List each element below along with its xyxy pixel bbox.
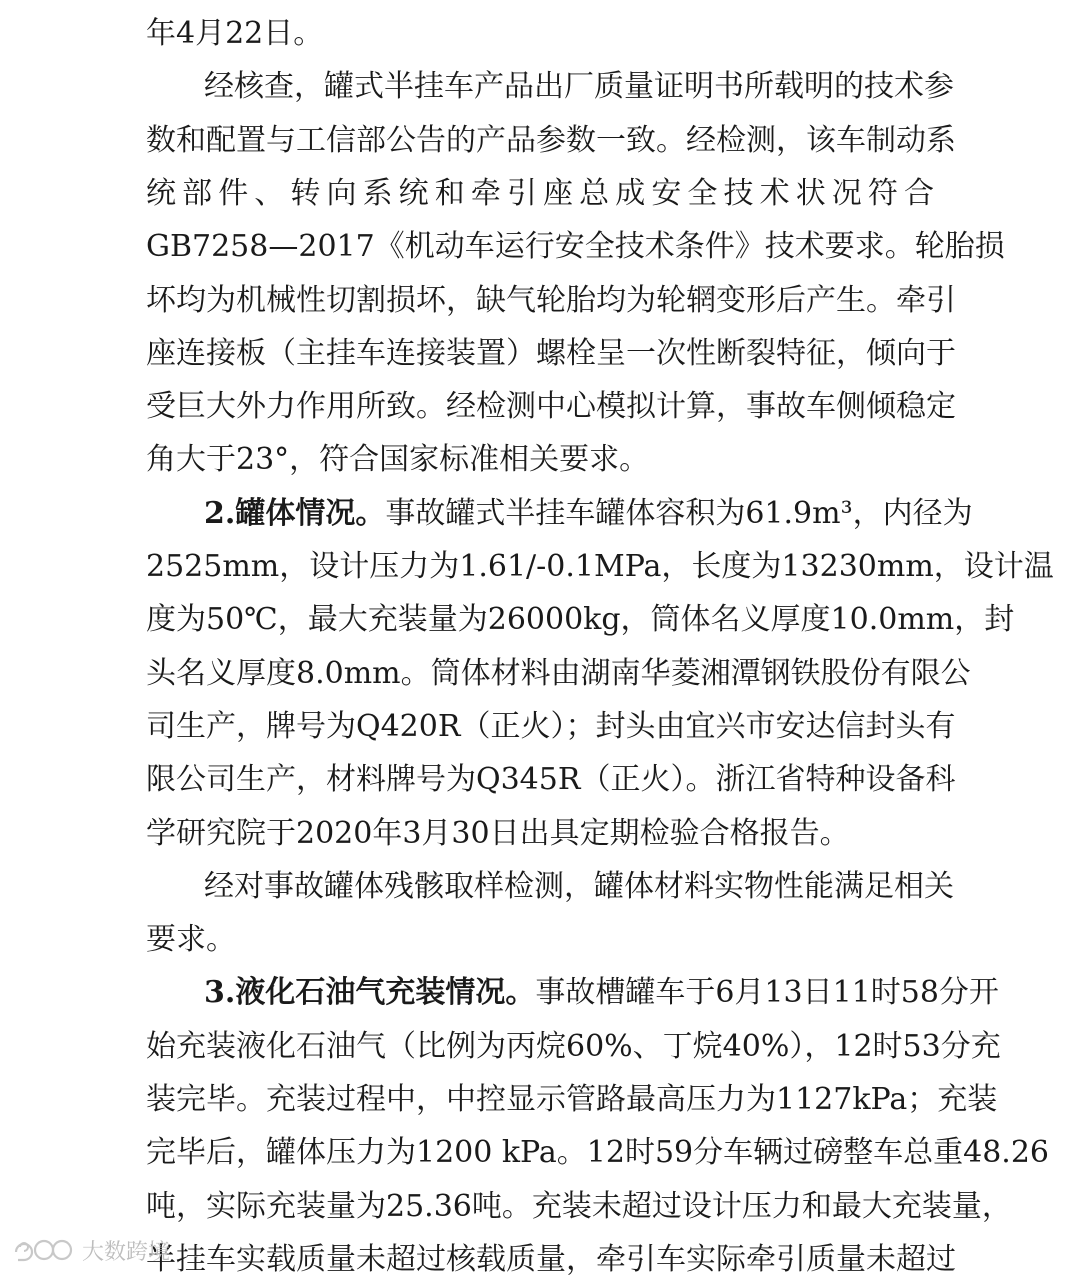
text-line xyxy=(146,547,1054,587)
line-text: GB7258—2017《机动车运行安全技术条件》技术要求。轮胎损 xyxy=(146,229,1005,264)
line-text: 学研究院于2020年3月30日出具定期检验合格报告。 xyxy=(146,816,850,851)
line-text: 角大于23°，符合国家标准相关要求。 xyxy=(146,442,650,477)
text-line xyxy=(146,174,934,214)
line-text: 受巨大外力作用所致。经检测中心模拟计算，事故车侧倾稳定 xyxy=(146,389,956,424)
line-text: 半挂车实载质量未超过核载质量，牵引车实际牵引质量未超过 xyxy=(146,1242,956,1277)
text-line xyxy=(146,227,1005,267)
text-line xyxy=(146,121,956,161)
text-line xyxy=(146,1080,998,1120)
watermark xyxy=(10,1234,170,1266)
text-line xyxy=(146,1240,956,1280)
text-line xyxy=(146,707,956,747)
text-line xyxy=(146,814,934,854)
text-line xyxy=(146,440,934,480)
line-text: 座连接板（主挂车连接装置）螺栓呈一次性断裂特征，倾向于 xyxy=(146,336,956,371)
watermark-label: 大数跨境 xyxy=(82,1239,171,1265)
line-text: 事故槽罐车于6月13日11时58分开 xyxy=(535,975,999,1010)
text-line xyxy=(146,334,956,374)
line-text: 事故罐式半挂车罐体容积为61.9m³，内径为 xyxy=(385,496,973,531)
line-text: 要求。 xyxy=(146,922,236,957)
line-text: 限公司生产，材料牌号为Q345R（正火）。浙江省特种设备科 xyxy=(146,762,956,797)
text-line xyxy=(204,67,954,107)
text-line xyxy=(146,600,1015,640)
line-text: 坏均为机械性切割损坏，缺气轮胎均为轮辋变形后产生。牵引 xyxy=(146,283,956,318)
text-line xyxy=(204,867,954,907)
text-line xyxy=(146,387,956,427)
line-text: 头名义厚度8.0mm。筒体材料由湖南华菱湘潭钢铁股份有限公 xyxy=(146,656,971,691)
line-text: 经核查，罐式半挂车产品出厂质量证明书所载明的技术参 xyxy=(204,69,954,104)
text-line xyxy=(146,1133,1050,1173)
section-heading: 3.液化石油气充装情况。 xyxy=(204,975,536,1010)
line-text: 司生产，牌号为Q420R（正火）；封头由宜兴市安达信封头有 xyxy=(146,709,956,744)
section-heading: 2.罐体情况。 xyxy=(204,496,386,531)
line-text: 经对事故罐体残骸取样检测，罐体材料实物性能满足相关 xyxy=(204,869,954,904)
line-text: 2525mm，设计压力为1.61/-0.1MPa，长度为13230mm，设计温 xyxy=(146,549,1054,584)
line-text: 度为50℃，最大充装量为26000kg，筒体名义厚度10.0mm，封 xyxy=(146,602,1015,637)
line-text: 完毕后，罐体压力为1200 kPa。12时59分车辆过磅整车总重48.26 xyxy=(146,1135,1050,1170)
line-text: 年4月22日。 xyxy=(146,16,324,51)
text-line xyxy=(204,973,999,1013)
line-text: 统部件、转向系统和牵引座总成安全技术状况符合 xyxy=(146,176,934,211)
text-line xyxy=(146,14,934,54)
text-line xyxy=(146,920,934,960)
text-line xyxy=(146,654,971,694)
line-text: 数和配置与工信部公告的产品参数一致。经检测，该车制动系 xyxy=(146,123,956,158)
text-line xyxy=(146,760,956,800)
line-text: 始充装液化石油气（比例为丙烷60%、丁烷40%），12时53分充 xyxy=(146,1029,1001,1064)
text-line xyxy=(146,281,956,321)
watermark-logo-icon xyxy=(10,1235,76,1265)
line-text: 吨，实际充装量为25.36吨。充装未超过设计压力和最大充装量， xyxy=(146,1189,1012,1224)
line-text: 装完毕。充装过程中，中控显示管路最高压力为1127kPa；充装 xyxy=(146,1082,998,1117)
text-line xyxy=(204,494,973,534)
text-line xyxy=(146,1187,1012,1227)
text-line xyxy=(146,1027,1001,1067)
